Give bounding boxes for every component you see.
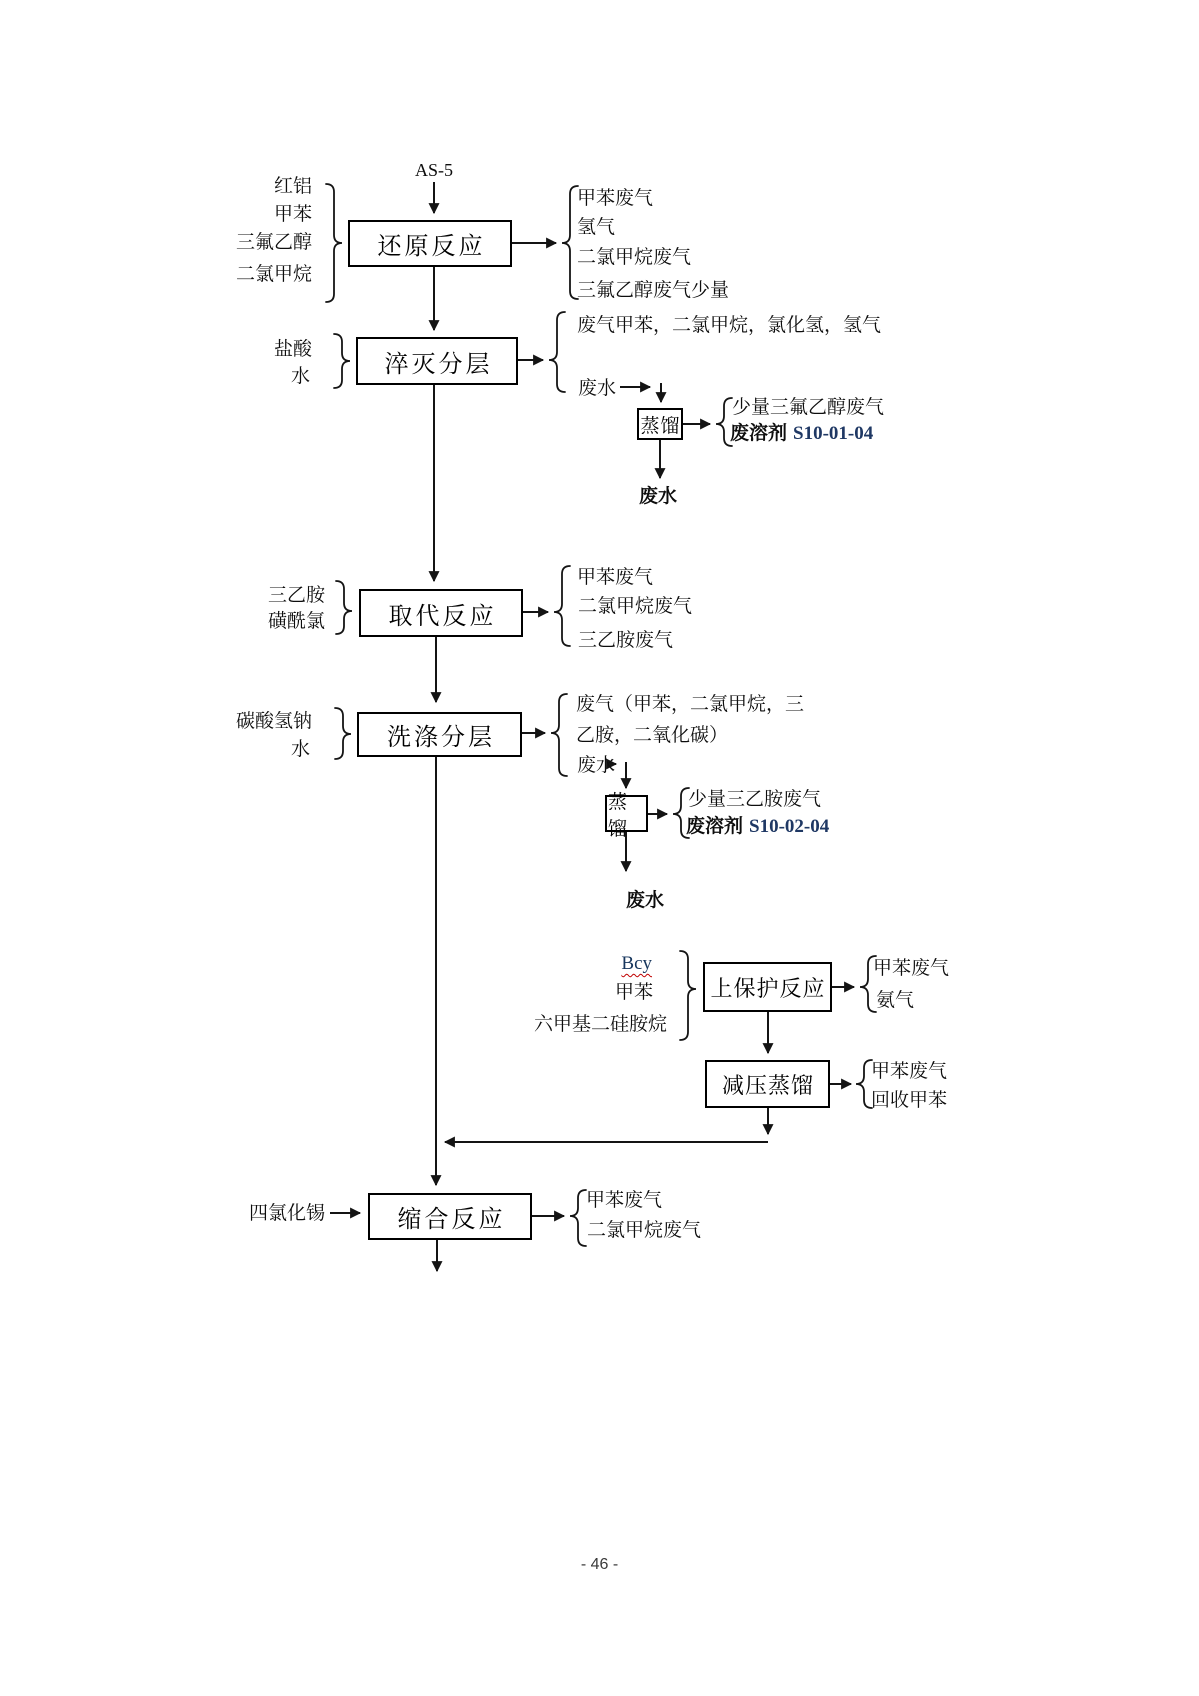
waste-solvent-label — [686, 816, 829, 837]
output-label: 少量三氟乙醇废气 — [732, 397, 885, 418]
output-label: 废气甲苯，二氯甲烷，氯化氢，氢气 — [577, 315, 882, 336]
brace-connector — [562, 186, 578, 299]
input-label-bcy: Bcy — [621, 953, 652, 974]
input-label: 三乙胺 — [267, 585, 325, 606]
input-label: 水 — [290, 739, 310, 760]
process-box-protection: 上保护反应 — [703, 962, 832, 1012]
input-label: 水 — [290, 366, 310, 387]
brace-connector — [554, 566, 570, 646]
brace-connector — [334, 334, 350, 388]
waste-water-label: 废水 — [578, 378, 617, 399]
solvent-code: S10-01-04 — [793, 423, 874, 444]
input-label: 二氯甲烷 — [235, 264, 312, 285]
process-box-condensation: 缩合反应 — [368, 1193, 532, 1240]
page-number: - 46 - — [580, 1556, 619, 1573]
process-box-distill-2: 蒸馏 — [605, 795, 648, 832]
input-label: 红铝 — [273, 176, 312, 197]
output-label: 少量三乙胺废气 — [688, 789, 822, 810]
waste-water-label: 废水 — [639, 486, 678, 507]
input-label: 碳酸氢钠 — [235, 711, 312, 732]
output-label: 甲苯废气 — [577, 188, 654, 209]
input-label: 六甲基二硅胺烷 — [533, 1014, 667, 1035]
brace-connector — [551, 694, 567, 776]
solvent-code: S10-02-04 — [749, 816, 830, 837]
output-label: 甲苯废气 — [873, 958, 950, 979]
brace-connector — [680, 951, 696, 1040]
output-label: 二氯甲烷废气 — [577, 247, 692, 268]
process-box-quench: 淬灭分层 — [356, 337, 518, 385]
output-label: 三氟乙醇废气少量 — [577, 280, 730, 301]
brace-connector — [326, 184, 342, 302]
output-label: 氨气 — [876, 990, 915, 1011]
output-label: 甲苯废气 — [586, 1190, 663, 1211]
input-label: 四氯化锡 — [248, 1203, 325, 1224]
feed-label: AS-5 — [414, 160, 453, 180]
output-label: 废气（甲苯，二氯甲烷，三 — [576, 694, 805, 715]
waste-water-label: 废水 — [626, 890, 665, 911]
output-label: 乙胺，二氧化碳） — [576, 725, 729, 746]
process-box-distill-1: 蒸馏 — [637, 408, 683, 440]
input-label: 甲苯 — [273, 204, 312, 225]
process-box-substitution: 取代反应 — [359, 589, 523, 637]
waste-solvent-text: 废溶剂 — [730, 423, 788, 444]
output-label: 二氯甲烷废气 — [578, 596, 693, 617]
output-label: 甲苯废气 — [871, 1061, 948, 1082]
brace-connector — [336, 581, 352, 634]
input-label: 甲苯 — [614, 982, 653, 1003]
brace-connector — [856, 1060, 872, 1108]
brace-connector — [335, 708, 351, 759]
process-box-reduction: 还原反应 — [348, 220, 512, 267]
output-label: 回收甲苯 — [871, 1090, 948, 1111]
output-label: 三乙胺废气 — [578, 630, 674, 651]
input-label: 盐酸 — [273, 339, 312, 360]
waste-solvent-text: 废溶剂 — [686, 816, 744, 837]
output-label: 二氯甲烷废气 — [587, 1220, 702, 1241]
input-label: 三氟乙醇 — [235, 232, 312, 253]
output-label: 甲苯废气 — [577, 567, 654, 588]
output-label: 氢气 — [577, 217, 616, 238]
process-box-vacuum-distillation: 减压蒸馏 — [705, 1060, 830, 1108]
waste-water-label: 废水 — [577, 755, 616, 776]
waste-solvent-label — [730, 423, 873, 444]
brace-connector — [570, 1190, 586, 1246]
input-label: 磺酰氯 — [267, 611, 325, 632]
brace-connector — [549, 312, 565, 392]
process-box-washing: 洗涤分层 — [357, 712, 522, 757]
